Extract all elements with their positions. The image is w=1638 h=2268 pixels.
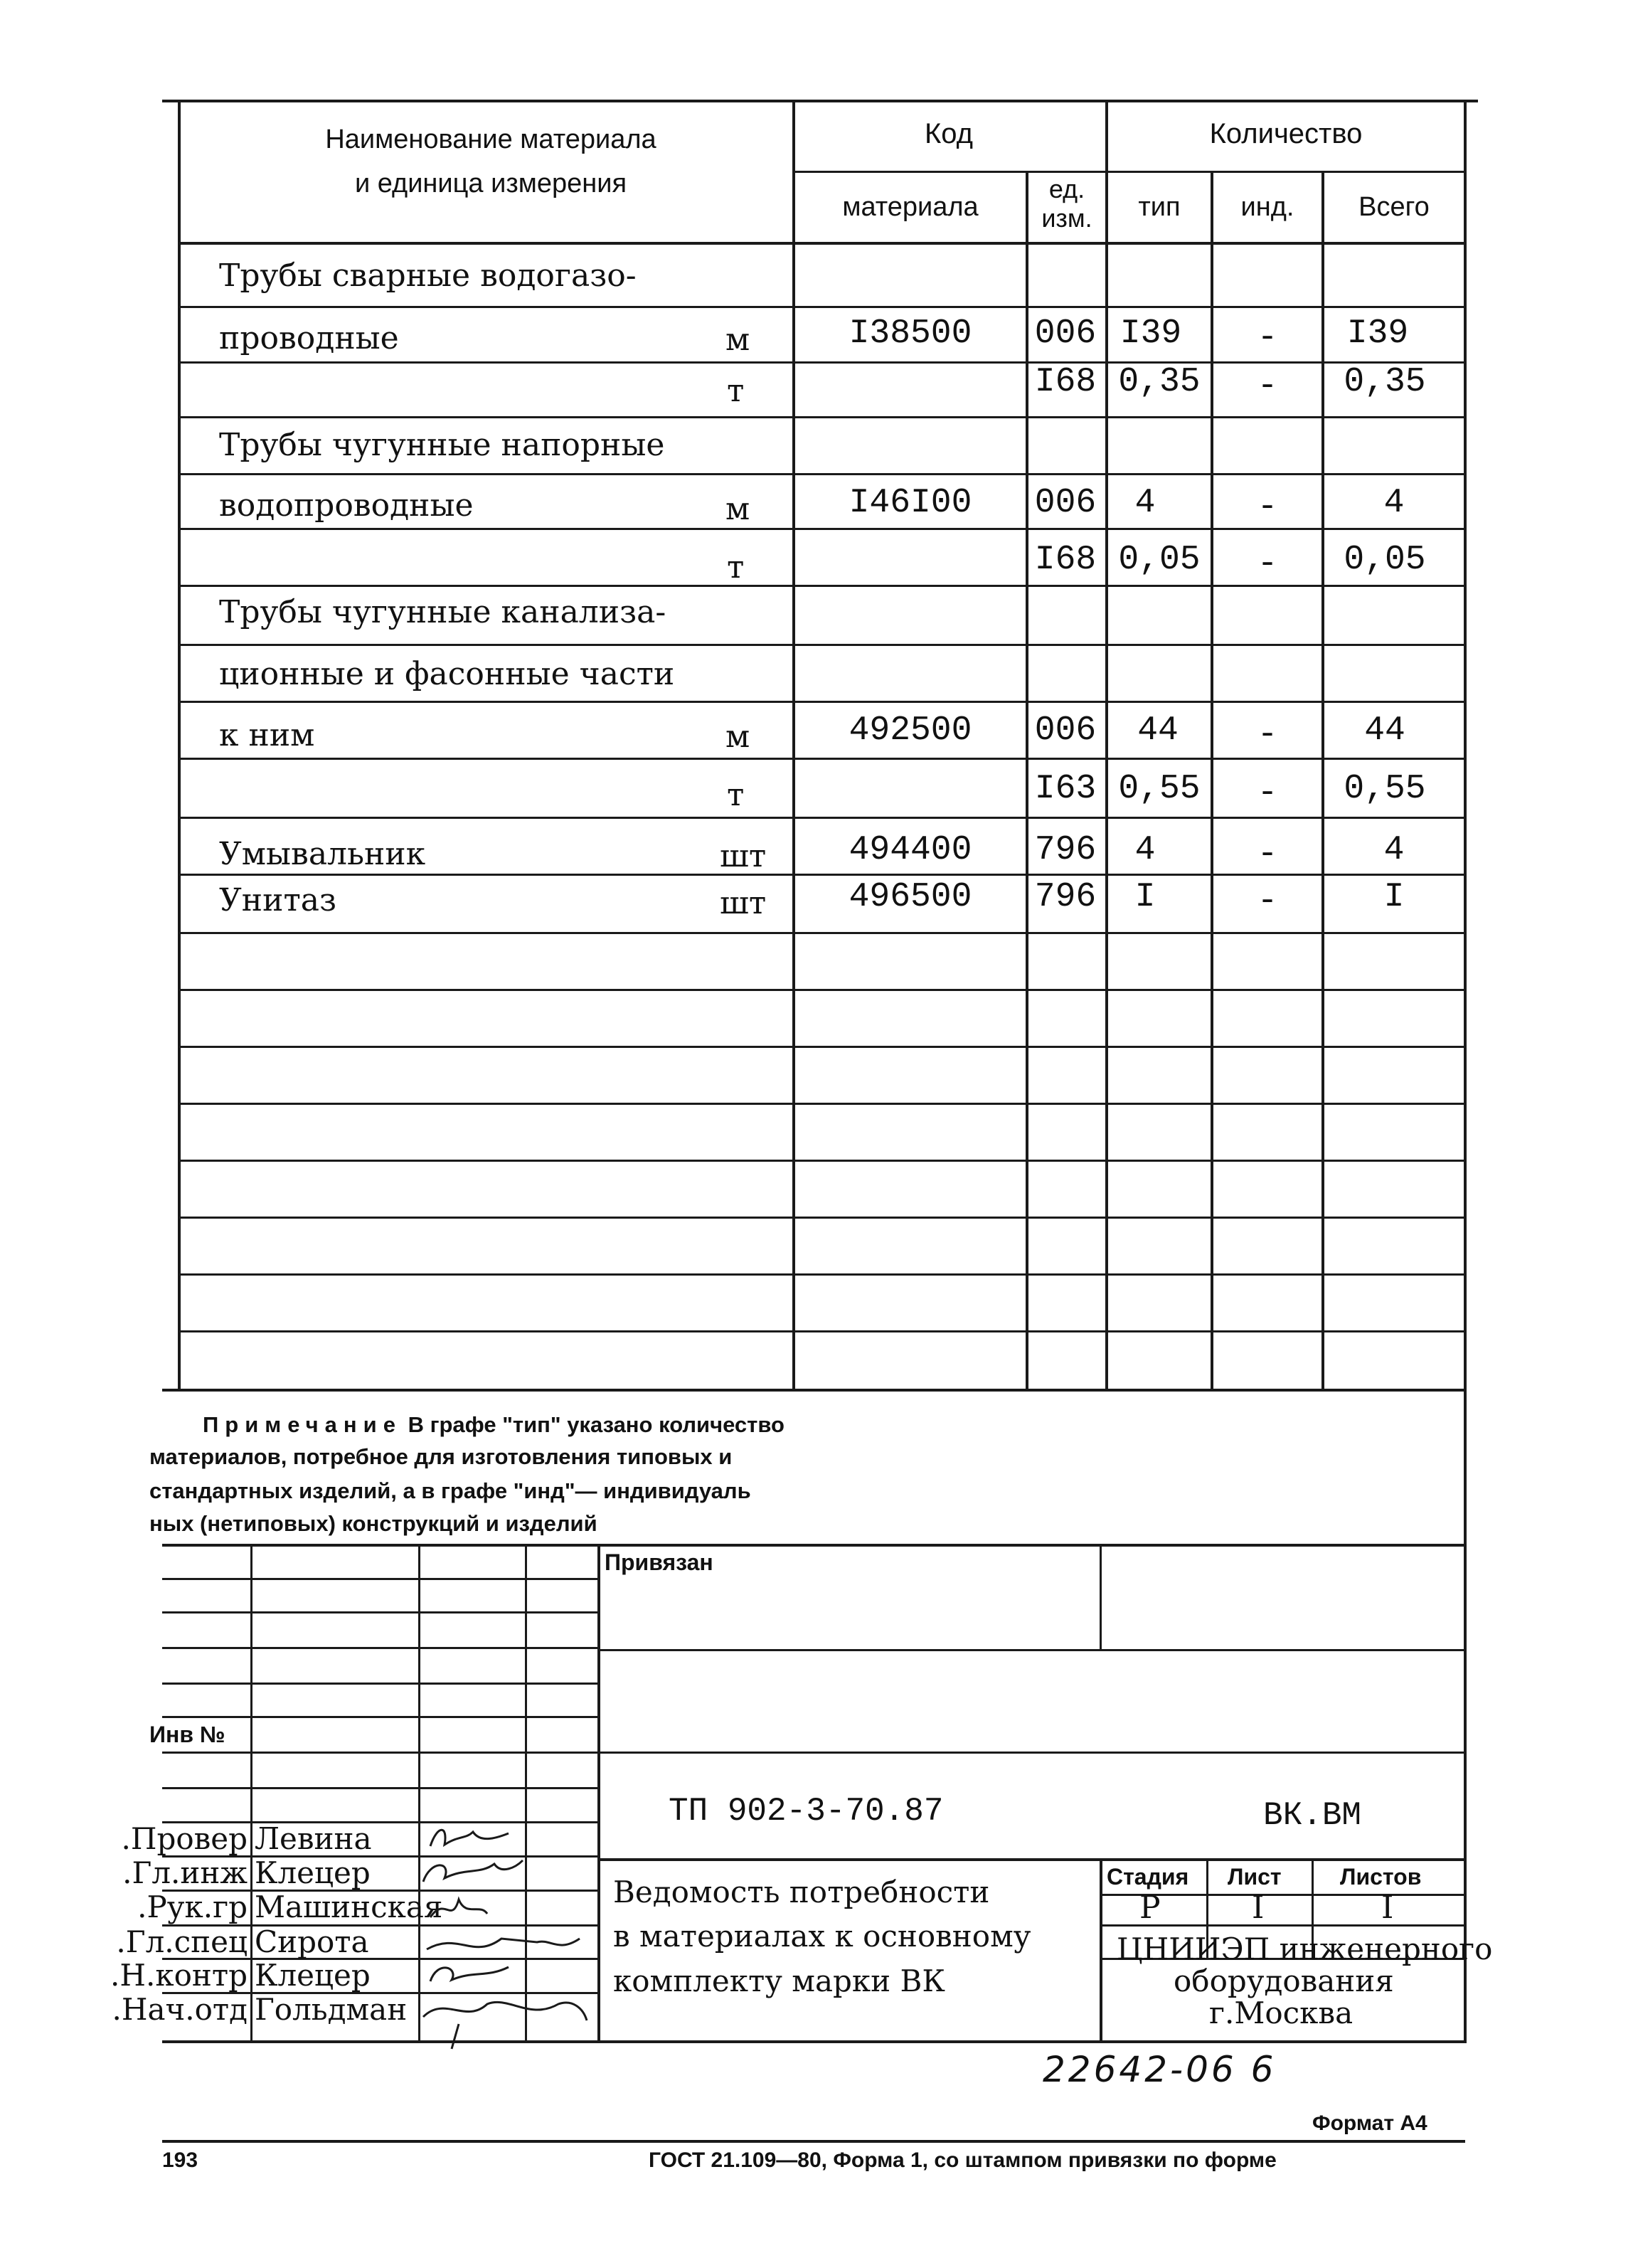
row-ind: - xyxy=(1257,882,1278,921)
row-name: проводные xyxy=(219,320,399,356)
row-ucode: 796 xyxy=(1034,831,1097,869)
signer-role: Рук.гр. xyxy=(137,1890,248,1924)
signer-role: Н.контр. xyxy=(110,1958,248,1993)
row-ucode: 006 xyxy=(1034,314,1097,353)
sheet-label: Лист xyxy=(1228,1864,1282,1890)
row-ind: - xyxy=(1257,774,1278,812)
row-ucode: I63 xyxy=(1034,770,1097,808)
row-total: I xyxy=(1383,878,1405,916)
signer-name: Клецер xyxy=(255,1958,371,1993)
row-typ: 4 xyxy=(1134,831,1156,869)
row-unit: м xyxy=(725,719,750,755)
page-number: 193 xyxy=(162,2148,198,2172)
doc-code: ТП 902-3-70.87 xyxy=(669,1793,944,1830)
row-unit: т xyxy=(727,373,745,409)
row-total: I39 xyxy=(1346,314,1409,353)
signer-role: Провер. xyxy=(121,1821,248,1856)
row-typ: 0,35 xyxy=(1118,363,1201,401)
doc-title-line2: в материалах к основному xyxy=(613,1919,1031,1954)
row-name: к ним xyxy=(219,717,315,753)
inv-no-label: Инв № xyxy=(149,1722,225,1747)
row-typ: 0,05 xyxy=(1118,541,1201,579)
row-name: Трубы сварные водогазо- xyxy=(219,258,637,294)
row-ind: - xyxy=(1257,367,1278,406)
org-line1: ЦНИИЭП инженерного xyxy=(1117,1931,1493,1966)
org-line3: г.Москва xyxy=(1209,1996,1354,2030)
row-typ: I39 xyxy=(1120,314,1182,353)
row-total: 4 xyxy=(1383,484,1405,522)
signer-name: Машинская xyxy=(255,1890,443,1924)
note-label: Примечание xyxy=(203,1412,402,1437)
row-code: 492500 xyxy=(849,711,972,750)
row-code: 496500 xyxy=(849,878,972,916)
note-line1 xyxy=(203,1412,785,1438)
row-typ: 4 xyxy=(1134,484,1156,522)
footer-rule xyxy=(162,2140,1465,2143)
row-code: 494400 xyxy=(849,831,972,869)
header-name xyxy=(213,124,768,199)
doc-title-line1: Ведомость потребности xyxy=(613,1875,990,1909)
header-material: материала xyxy=(842,192,979,222)
header-unit-code-line2: изм. xyxy=(1041,203,1092,233)
row-name: ционные и фасонные части xyxy=(219,656,675,692)
doc-title-line3: комплекту марки ВК xyxy=(613,1964,945,1998)
header-name-line2: и единица измерения xyxy=(354,168,627,198)
org-line2: оборудования xyxy=(1174,1964,1394,1998)
signer-name: Сирота xyxy=(255,1924,369,1959)
format-label: Формат А4 xyxy=(1312,2111,1427,2135)
row-name: Унитаз xyxy=(219,882,337,918)
row-ind: - xyxy=(1257,716,1278,754)
row-unit: м xyxy=(725,322,750,358)
row-name: Трубы чугунные напорные xyxy=(219,427,665,463)
row-unit: шт xyxy=(720,838,767,874)
note-line4: ных (нетиповых) конструкций и изделий xyxy=(149,1511,597,1536)
row-typ: 44 xyxy=(1137,711,1179,750)
row-ind: - xyxy=(1257,319,1278,357)
row-ucode: I68 xyxy=(1034,541,1097,579)
signature-1 xyxy=(430,1830,509,1846)
signature-5 xyxy=(430,1967,509,1981)
header-unit-code xyxy=(1028,174,1105,233)
signer-name: Левина xyxy=(255,1821,372,1856)
stage-label: Стадия xyxy=(1107,1864,1189,1890)
row-ucode: 796 xyxy=(1034,878,1097,916)
note-line2: материалов, потребное для изготовления типовых и xyxy=(149,1444,733,1469)
signature-4 xyxy=(427,1939,580,1949)
row-total: 0,35 xyxy=(1344,363,1426,401)
row-unit: т xyxy=(727,549,745,585)
sheets-value: I xyxy=(1381,1890,1394,1926)
row-name: Умывальник xyxy=(219,836,426,872)
header-code: Код xyxy=(924,118,973,149)
header-unit-code-line1: ед. xyxy=(1048,174,1085,203)
row-total: 44 xyxy=(1364,711,1405,750)
sheet-value: I xyxy=(1252,1890,1265,1926)
signer-role: Гл.спец. xyxy=(116,1924,248,1959)
signature-6 xyxy=(423,2002,587,2049)
row-unit: шт xyxy=(720,885,767,921)
row-total: 0,55 xyxy=(1344,770,1426,808)
row-typ: 0,55 xyxy=(1118,770,1201,808)
row-unit: т xyxy=(727,777,745,813)
note-line3: стандартных изделий, а в графе "инд"— индивидуаль xyxy=(149,1478,751,1503)
row-ucode: I68 xyxy=(1034,363,1097,401)
note-text: В графе "тип" указано количество xyxy=(408,1412,785,1437)
row-typ: I xyxy=(1134,878,1156,916)
header-typ: тип xyxy=(1138,192,1181,222)
privyazan-label: Привязан xyxy=(605,1549,713,1575)
signatures-drawing xyxy=(416,1818,601,2052)
row-code: I46I00 xyxy=(849,484,972,522)
signer-name: Клецер xyxy=(255,1855,371,1890)
signature-3 xyxy=(430,1899,487,1917)
row-code: I38500 xyxy=(849,314,972,353)
row-ind: - xyxy=(1257,835,1278,874)
handwritten-number: 22642-06 6 xyxy=(1043,2049,1277,2090)
row-name: водопроводные xyxy=(219,487,474,524)
row-ind: - xyxy=(1257,545,1278,583)
gost-reference: ГОСТ 21.109—80, Форма 1, со штампом привязки по форме xyxy=(649,2148,1277,2172)
row-ucode: 006 xyxy=(1034,484,1097,522)
header-total: Всего xyxy=(1358,192,1430,222)
row-total: 0,05 xyxy=(1344,541,1426,579)
sheets-label: Листов xyxy=(1340,1864,1422,1890)
row-total: 4 xyxy=(1383,831,1405,869)
header-name-line1: Наименование материала xyxy=(325,124,656,154)
signer-role: Нач.отд. xyxy=(112,1992,248,2027)
row-ucode: 006 xyxy=(1034,711,1097,750)
row-unit: м xyxy=(725,491,750,527)
header-qty: Количество xyxy=(1209,118,1363,149)
signer-role: Гл.инж. xyxy=(122,1855,248,1890)
signature-2 xyxy=(423,1860,523,1882)
doc-mark: ВК.ВМ xyxy=(1263,1797,1362,1834)
row-ind: - xyxy=(1257,488,1278,526)
row-name: Трубы чугунные канализа- xyxy=(219,594,666,630)
signer-name: Гольдман xyxy=(255,1992,408,2027)
stage-value: Р xyxy=(1139,1890,1161,1926)
header-ind: инд. xyxy=(1240,192,1294,222)
